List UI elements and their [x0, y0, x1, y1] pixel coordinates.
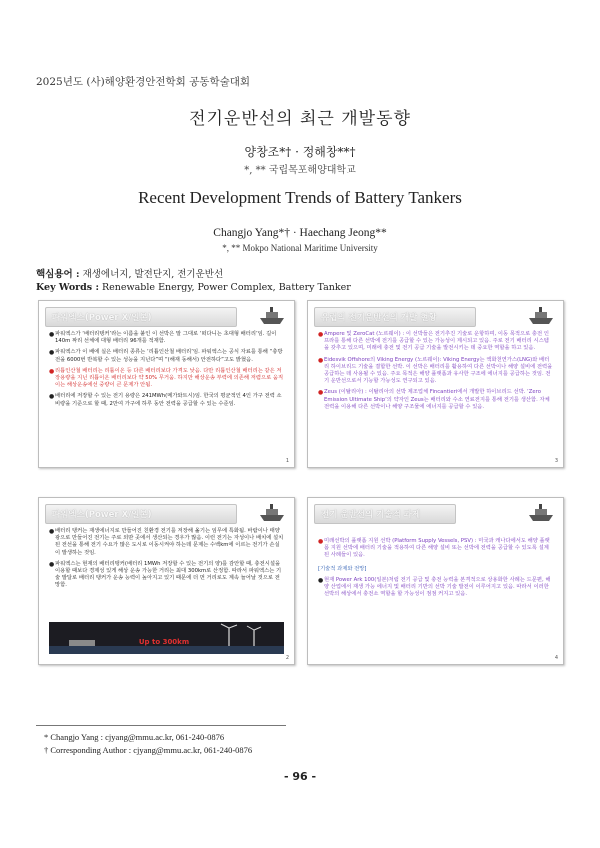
slide-header: [314, 504, 456, 524]
bullet-text: Zeus (이탈리아) : 이탈리아의 선박 제조업체 Fincantieri에서 개발한 하이브리드 선박. ‘Zero Emission Ultimate Ship’의 약자인 Zeus는 배터리와 수소 연료전지를 통해 전기를 생산함. 자체 전력을 이용해 다른 선박이나 해양 구조물에 에너지를 공급할 수 있음.: [324, 389, 550, 410]
bullet-text: 리튬인산철 배터리는 리튬이온 등 다른 배터리보다 가격도 낮음. 다만 리튬인산철 배터리는 같은 저장용량을 지닌 리튬이온 배터리보다 약 50% 무거움. 하지만 해상운송 부력에 의존해 저렴으로 움직이는 해상운송에선 중량이 큰 문제가 안됨.: [55, 367, 284, 389]
bullet-text: Eidesvik Offshore의 Viking Energy (노르웨이): Viking Energy는 액화천연가스(LNG)와 배터리 하이브리드 기술을 결합한 선박. 이 선박은 배터리를 활용하여 다른 선박이나 해양 설비에 전력을 공급하는 데 사용될 수 있음. 주요 목적은 해양 플랫폼과 유사한 구조에 에너지를 공급하는 것임. 전기 운반선으로서 기능할 가능성도 연구되고 있음.: [324, 356, 553, 385]
footnote-corresponding: † Corresponding Author : cjyang@mmu.ac.kr, 061-240-0876: [44, 745, 253, 755]
slide-header: [45, 307, 237, 327]
ship-icon: [258, 501, 286, 523]
slide-3: [307, 300, 564, 468]
list-item: ● 배터리 탱커는 재생에너지로 만들어진 친환경 전기를 저장해 옮기는 임무에 특화됨. 바람이나 태양광으로 만들어진 전기는 주로 외딴 곳에서 생산되는 경우가 많음. 이런 전기는 자성이나 배치에 설치된 전선을 통해 전기 수요가 많은 도시로 이동시켜야 하는데 문제는 수백km에 이르는 전기가 손실이 발생하는 것임.: [49, 528, 284, 556]
slide-2: [38, 497, 295, 665]
page-number: - 96 -: [283, 770, 317, 783]
ship-icon: [527, 501, 555, 523]
list-item: ● 현재 Power Ark 100(일본)처럼 전기 공급 및 충전 능력을 본격적으로 상용화한 사례는 드문편, 해양 산업에서 재생 가능 에너지 및 배터리 기반의 선박 기술 발전이 이루어지고 있음. 따라서 이러한 선박의 해상에서 충전소 역할을 할 가능성이 점점 커지고 있음.: [318, 577, 553, 599]
keywords-korean-value: 재생에너지, 발전단지, 전기운반선: [82, 269, 224, 280]
list-item: ● 파워엑스가 이 배에 실은 배터리 종류는 ‘리튬인산철 배터리’임. 파워엑스는 공식 자료를 통해 “충방전을 6000번 반복할 수 있는 성능을 지닌다”며 “(해재 동해서) 안전하다”고도 밝혔음.: [49, 349, 283, 363]
bullet-text: 배터리 탱커는 재생에너지로 만들어진 친환경 전기를 저장해 옮기는 임무에 특화됨. 바람이나 태양광으로 만들어진 전기는 주로 외딴 곳에서 생산되는 경우가 많음. 이런 전기는 자성이나 배치에 설치된 전선을 통해 전기 수요가 많은 도시로 이동시켜야 하는데 문제는 수백km에 이르는 전기가 손실이 발생하는 것임.: [55, 528, 284, 556]
bullet-text: 파워엑스는 현재의 배터리탱커(배터리 1MWh 저장할 수 있는 전기의 양)를 감안할 때, 충전시설을 이용할 때보다 경제성 있게 해상 운송 가능한 거리는 최대 300km로 산정함. 따라서 파워엑스는 기술 발달로 배터리 탱커가 운송 능력이 높아지고 있기 때문에 더 먼 거리로도 계속 늘어날 것으로 전망함.: [55, 560, 282, 589]
offshore-wind-illustration: [49, 622, 284, 654]
footnote-divider: [36, 725, 286, 726]
title-korean: 전기운반선의 최근 개발동향: [189, 109, 411, 129]
keywords-korean: [36, 266, 223, 280]
list-item: ● Zeus (이탈리아) : 이탈리아의 선박 제조업체 Fincantieri에서 개발한 하이브리드 선박. ‘Zero Emission Ultimate Ship’의 약자인 Zeus는 배터리와 수소 연료전지를 통해 전기를 생산함. 자체 전력을 이용해 다른 선박이나 해양 구조물에 에너지를 공급할 수 있음.: [318, 389, 553, 411]
slide-header-text: 파워엑스(Power X/일본): [52, 313, 152, 323]
bullet-text: 미래선박의 플랫폼 지원 선박 (Platform Supply Vessels, PSV) : 미국과 캐나다에서도 해양 플랫폼 지원 선박에 배터리 기술을 적용하여 다른 해양 설비 또는 선박에 전력을 공급할 수 있도록 설계된 사례들이 있음.: [324, 538, 550, 559]
keywords-korean-label: 핵심용어 :: [36, 269, 80, 280]
section-heading: [기술적 과제와 전망]: [318, 565, 367, 572]
authors-english: Changjo Yang*† · Haechang Jeong**: [213, 227, 387, 239]
conference-name: 2025년도 (사)해양환경안전학회 공동학술대회: [36, 76, 251, 88]
slide-header-text: 전기 운반선의 기술적 과제: [321, 510, 421, 520]
affiliation-english: *, ** Mokpo National Maritime University: [222, 243, 378, 253]
list-item: ● 파워엑스는 현재의 배터리탱커(배터리 1MWh 저장할 수 있는 전기의 양)를 감안할 때, 충전시설을 이용할 때보다 경제성 있게 해상 운송 가능한 거리는 최대 300km로 산정함. 따라서 파워엑스는 기술 발달로 배터리 탱커가 운송 능력이 높아지고 있기 때문에 더 먼 거리로도 계속 늘어날 것으로 전망함.: [49, 561, 284, 590]
slide-header-text: 유럽의 전기운반선의 개발 현황: [321, 313, 437, 323]
list-item: ● 배터리에 저장할 수 있는 전기 용량은 241MWh(메가와트시)임. 한국의 평균적인 4인 가구 전력 소비량을 기준으로 할 때, 2만여 가구에 하루 동안 전력을 공급할 수 있는 수준임.: [49, 393, 284, 407]
slide-1: [38, 300, 295, 468]
list-item: ● 파워엑스가 ‘배터리탱커’라는 이름을 붙인 이 선박은 말 그대로 ‘떠다니는 초대형 배터리’임. 길이 140m 짜리 선체에 대형 배터리 96개를 적재함.: [49, 331, 284, 345]
slide-page-number: 2: [285, 655, 289, 661]
slide-header: [314, 307, 476, 327]
ship-icon: [258, 304, 286, 326]
slide-header: [45, 504, 237, 524]
slide-4: [307, 497, 564, 665]
bullet-text: 현재 Power Ark 100(일본)처럼 전기 공급 및 충전 능력을 본격적으로 상용화한 사례는 드문편, 해양 산업에서 재생 가능 에너지 및 배터리 기반의 선박 기술 발전이 이루어지고 있음. 따라서 이러한 선박의 해상에서 충전소 역할을 할 가능성이 점점 커지고 있음.: [324, 576, 551, 598]
bullet-text: 파워엑스가 ‘배터리탱커’라는 이름을 붙인 이 선박은 말 그대로 ‘떠다니는 초대형 배터리’임. 길이 140m 짜리 선체에 대형 배터리 96개를 적재함.: [55, 331, 277, 345]
keywords-english-value: Renewable Energy, Power Complex, Battery Tanker: [102, 282, 351, 293]
ship-icon: [527, 304, 555, 326]
slide-page-number: 1: [285, 458, 289, 464]
list-item: ● 미래선박의 플랫폼 지원 선박 (Platform Supply Vessels, PSV) : 미국과 캐나다에서도 해양 플랫폼 지원 선박에 배터리 기술을 적용하여 다른 해양 설비 또는 선박에 전력을 공급할 수 있도록 설계된 사례들이 있음.: [318, 538, 553, 560]
slide-header-text: 파워엑스(Power X/일본): [52, 510, 152, 520]
slide-page-number: 3: [554, 458, 558, 464]
list-item: ● Eidesvik Offshore의 Viking Energy (노르웨이): Viking Energy는 액화천연가스(LNG)와 배터리 하이브리드 기술을 결합한 선박. 이 선박은 배터리를 활용하여 다른 선박이나 해양 설비에 전력을 공급하는 데 사용될 수 있음. 주요 목적은 해양 플랫폼과 유사한 구조에 에너지를 공급하는 것임. 전기 운반선으로서 기능할 가능성도 연구되고 있음.: [318, 356, 553, 385]
chart-label: Up to 300km: [138, 638, 190, 646]
bullet-text: 배터리에 저장할 수 있는 전기 용량은 241MWh(메가와트시)임. 한국의 평균적인 4인 가구 전력 소비량을 기준으로 할 때, 2만여 가구에 하루 동안 전력을 공급할 수 있는 수준임.: [55, 393, 282, 407]
list-item: ● Ampere 및 ZeroCat (노르웨이) : 이 선박들은 전기추진 기술로 운항하며, 이동 목적으로 충전 인프라를 통해 다른 선박에 전기를 공급할 수 있는 가능성이 제시되고 있음. 주로 전기 배터리 시스템을 갖추고 있으며, 미래에 충전 및 전기 공급 기술을 발전시키는 데 중요한 역할을 하고 있음.: [318, 331, 553, 353]
list-item: ● 리튬인산철 배터리는 리튬이온 등 다른 배터리보다 가격도 낮음. 다만 리튬인산철 배터리는 같은 저장용량을 지닌 리튬이온 배터리보다 약 50% 무거움. 하지만 해상운송 부력에 의존해 저렴으로 움직이는 해상운송에선 중량이 큰 문제가 안됨.: [49, 367, 284, 389]
keywords-english-label: Key Words :: [36, 282, 99, 293]
affiliation-korean: *, ** 국립목포해양대학교: [244, 165, 356, 176]
keywords-english: [36, 282, 351, 293]
title-english: Recent Development Trends of Battery Tankers: [138, 188, 462, 207]
bullet-text: 파워엑스가 이 배에 실은 배터리 종류는 ‘리튬인산철 배터리’임. 파워엑스는 공식 자료를 통해 “충방전을 6000번 반복할 수 있는 성능을 지닌다”며 “(해재 동해서) 안전하다”고도 밝혔음.: [55, 349, 283, 363]
authors-korean: 양창조*† · 정해창**†: [244, 145, 356, 159]
bullet-text: Ampere 및 ZeroCat (노르웨이) : 이 선박들은 전기추진 기술로 운항하며, 이동 목적으로 충전 인프라를 통해 다른 선박에 전기를 공급할 수 있는 가능성이 제시되고 있음. 주로 전기 배터리 시스템을 갖추고 있으며, 미래에 충전 및 전기 공급 기술을 발전시키는 데 중요한 역할을 하고 있음.: [324, 331, 549, 352]
footnote-author: * Changjo Yang : cjyang@mmu.ac.kr, 061-240-0876: [44, 732, 225, 742]
slide-page-number: 4: [554, 655, 558, 661]
